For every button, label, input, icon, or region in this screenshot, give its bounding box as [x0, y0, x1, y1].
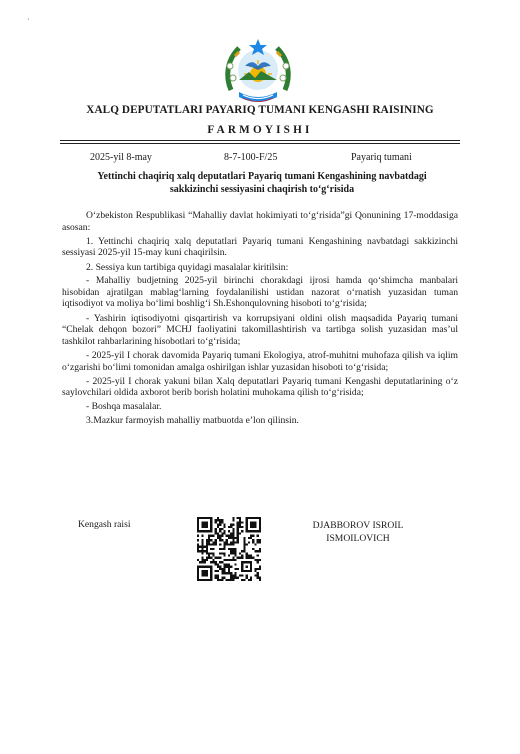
header-rule-thin: [60, 143, 460, 144]
state-emblem-icon: [221, 36, 295, 106]
agenda-item-ecology: - 2025-yil I chorak davomida Payariq tumani Ekologiya, atrof-muhitni muhofaza qilish va iqlim o‘zgarishi bo‘limi tomonidan amalga oshirilgan ishlar yuzasidan hisoboti to‘g‘risida;: [62, 349, 458, 373]
paragraph-item-2: 2. Sessiya kun tartibiga quyidagi masalalar kiritilsin:: [86, 261, 289, 273]
paragraph-preamble: O‘zbekiston Respublikasi “Mahalliy davlat hokimiyati to‘g‘risida”gi Qonunining 17-moddasiga asosan:: [62, 210, 458, 233]
signatory-name: [296, 519, 420, 545]
signatory-name-line-1: DJABBOROV ISROIL: [312, 520, 404, 531]
document-date: 2025-yil 8-may: [90, 152, 152, 163]
document-body: [62, 210, 458, 429]
signatory-name-line-2: ISMOILOVICH: [326, 533, 390, 544]
signatory-title: Kengash raisi: [78, 519, 131, 530]
organization-heading: XALQ DEPUTATLARI PAYARIQ TUMANI KENGASHI RAISINING: [86, 104, 434, 116]
document-place: Payariq tumani: [351, 152, 412, 163]
agenda-item-budget: - Mahalliy budjetning 2025-yil birinchi chorakdagi ijrosi hamda qo‘shimcha manbalari hisobidan ajratilgan mablag‘larning foydalanilishi ustidan nazorat o‘rnatish yuzasidan tuman iqtisodiyot va moliya bo‘limi boshlig‘i Sh.Eshonqulovning hisoboti to‘g‘risida;: [62, 275, 458, 310]
document-type-title: FARMOYISHI: [207, 124, 313, 136]
document-subject: Yettinchi chaqiriq xalq deputatlari Payariq tumani Kengashining navbatdagi sakkizinchi sessiyasini chaqirish to‘g‘risida: [97, 171, 427, 195]
agenda-item-deputies: - 2025-yil I chorak yakuni bilan Xalq deputatlari Payariq tumani Kengashi deputatlarining o‘z saylovchilari oldida axborot berib borish holatini muhokama qilish to‘g‘risida;: [62, 375, 458, 399]
agenda-item-other: - Boshqa masalalar.: [86, 401, 162, 413]
margin-mark: ·: [27, 15, 30, 24]
document-number: 8-7-100-F/25: [224, 152, 278, 163]
agenda-item-bazaar: - Yashirin iqtisodiyotni qisqartirish va korrupsiyani oldini olish maqsadida Payariq tumani “Chelak dehqon bozori” MCHJ faoliyatini takomillashtirish va tartibga solish yuzasidan mas’ul tashkilot rahbarlarining hisobotlari to‘g‘risida;: [62, 312, 458, 347]
paragraph-item-1: 1. Yettinchi chaqiriq xalq deputatlari Payariq tumani Kengashining navbatdagi sakkizinchi sessiyasi 2025-yil 15-may kuni chaqirilsin.: [62, 235, 458, 259]
paragraph-item-3: 3.Mazkur farmoyish mahalliy matbuotda e’lon qilinsin.: [86, 415, 299, 427]
header-rule-thick: [60, 140, 460, 141]
qr-code-icon: [197, 517, 261, 581]
